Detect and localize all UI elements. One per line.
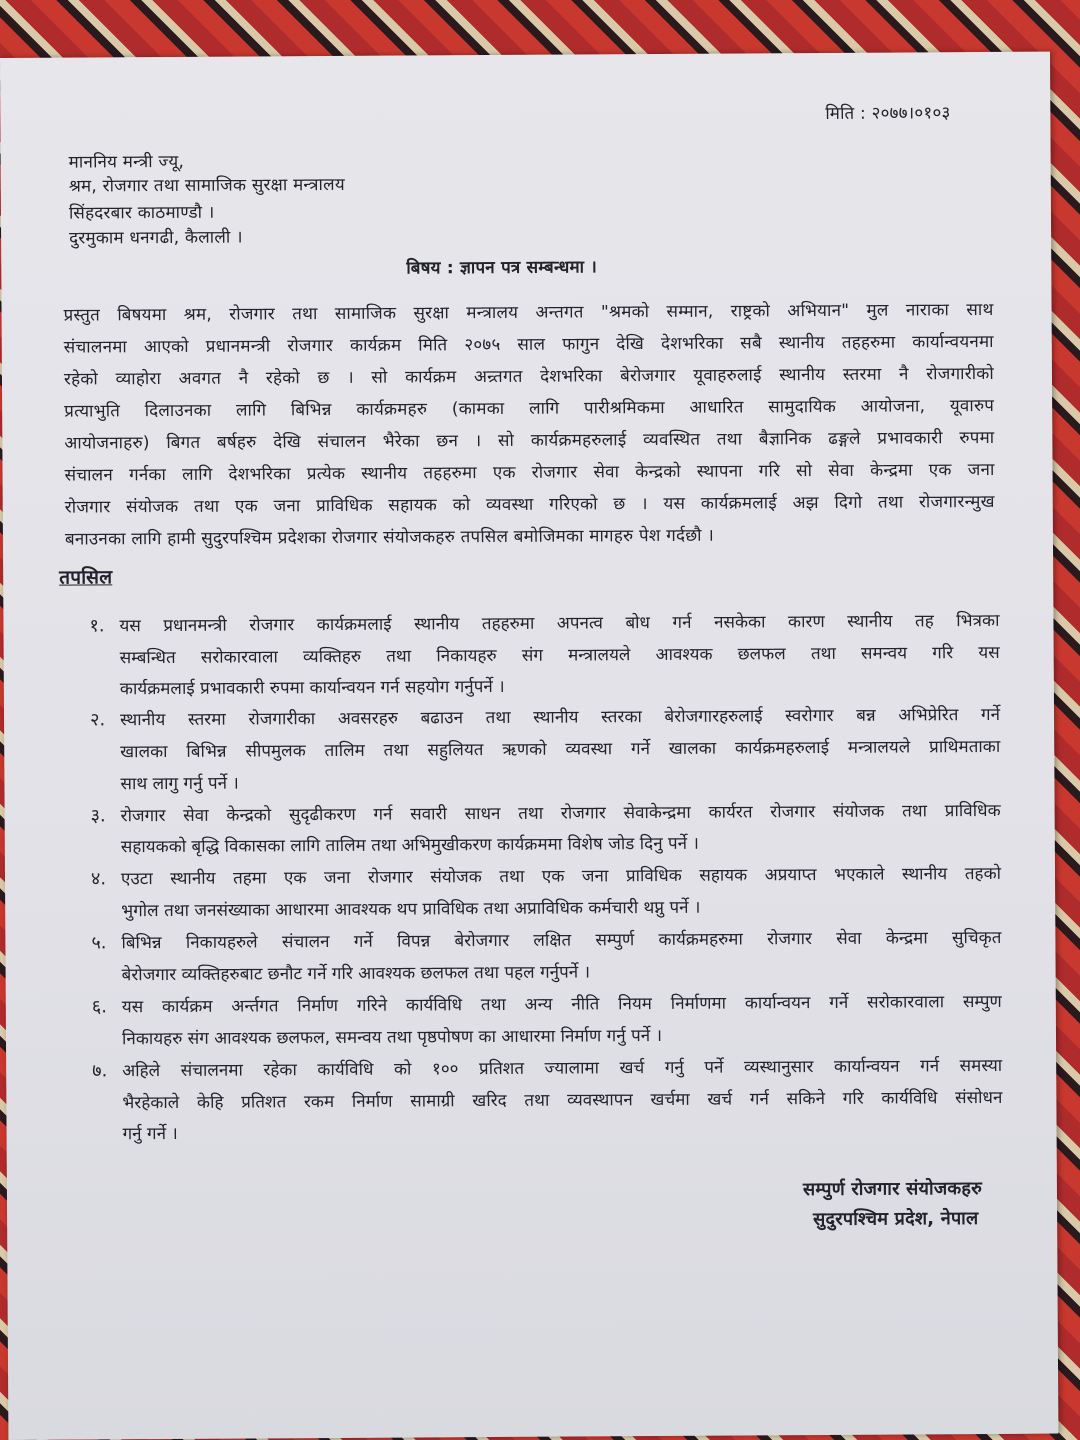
item-number: २. <box>89 709 106 731</box>
paragraph-line: संचालनमा आएको प्रधानमन्त्री रोजगार कार्यक्रम मिति २०७५ साल फागुन देखि देशभरिका सबै स्थानीय तहहरुमा कार्यान्वयनमा <box>63 331 994 358</box>
item-line: सम्बन्धित सरोकारवाला व्यक्तिहरु तथा निकायहरु संग मन्त्रालयले आवश्यक छलफल तथा समन्वय गरि यस <box>119 642 1000 669</box>
paragraph-line: प्रस्तुत बिषयमा श्रम, रोजगार तथा सामाजिक सुरक्षा मन्त्रालय अन्तगत "श्रमको सम्मान, राष्ट्रको अभियान" मुल नाराका साथ <box>63 299 994 326</box>
item-line: एउटा स्थानीय तहमा एक जना रोजगार संयोजक तथा एक जना प्राविधिक सहायक अप्रयाप्त भएकाले स्थानीय तहको <box>120 863 1002 890</box>
item-number: ६. <box>91 996 107 1018</box>
letter-subject: बिषय : ज्ञापन पत्र सम्बन्धमा । <box>406 257 598 279</box>
item-line: गर्नु गर्ने । <box>122 1123 178 1145</box>
item-number: ७. <box>92 1060 108 1082</box>
item-number: १. <box>89 615 105 637</box>
paragraph-line: रोजगार संयोजक तथा एक जना प्राविधिक सहायक को व्यवस्था गरिएको छ । यस कार्यक्रमलाई अझ दिगो तथा रोजगारन्मुख <box>64 491 995 518</box>
item-line: यस कार्यक्रम अर्न्तगत निर्माण गरिने कार्यविधि तथा अन्य नीति नियम निर्माणमा कार्यान्वयन गर्ने सरोकारवाला सम्पुण <box>121 991 1002 1018</box>
item-line: निकायहरु संग आवश्यक छलफल, समन्वय तथा पृष्ठपोषण का आधारमा निर्माण गर्नु पर्ने । <box>121 1025 663 1050</box>
item-line: बिभिन्न निकायहरुले संचालन गर्ने विपन्न बेरोजगार लक्षित सम्पुर्ण कार्यक्रमहरुमा रोजगार सेवा केन्द्रमा सुचिकृत <box>121 927 1002 954</box>
tapasil-heading: तपसिल <box>59 566 113 589</box>
item-number: ५. <box>91 932 107 954</box>
recipient-line: श्रम, रोजगार तथा सामाजिक सुरक्षा मन्त्रालय <box>68 174 345 197</box>
item-number: ३. <box>90 805 106 827</box>
recipient-line: सिंहदरबार काठमाण्डौ । <box>68 202 215 224</box>
item-line: यस प्रधानमन्त्री रोजगार कार्यक्रमलाई स्थानीय तहहरुमा अपनत्व बोध गर्न नसकेका कारण स्थानीय तह भित्रका <box>119 610 1000 637</box>
item-line: कार्यक्रमलाई प्रभावकारी रुपमा कार्यान्वयन गर्न सहयोग गर्नुपर्ने । <box>119 676 505 700</box>
paragraph-line: संचालन गर्नका लागि देशभरिका प्रत्येक स्थानीय तहहरुमा एक रोजगार सेवा केन्द्रको स्थापना गरि सो सेवा केन्द्रमा एक जना <box>64 459 995 486</box>
item-line: अहिले संचालनमा रहेका कार्यविधि को १०० प्रतिशत ज्यालामा खर्च गर्नु पर्ने व्यस्थानुसार कार्यान्वयन गर्न समस्या <box>122 1055 1003 1082</box>
item-line: भैरहेकाले केहि प्रतिशत रकम निर्माण सामाग्री खरिद तथा व्यवस्थापन खर्चमा खर्च गर्न सकिने गरि कार्यविधि संसोधन <box>122 1087 1003 1114</box>
paragraph-line: रहेको व्याहोरा अवगत नै रहेको छ । सो कार्यक्रम अन्र्तगत देशभरिका बेरोजगार यूवाहरुलाई स्थानीय स्तरमा नै रोजगारीको <box>63 363 995 390</box>
item-line: स्थानीय स्तरमा रोजगारीका अवसरहरु बढाउन तथा स्थानीय स्तरका बेरोजगारहरुलाई स्वरोगार बन्न अभिप्रेरित गर्ने <box>119 704 1001 731</box>
item-line: सहायकको बृद्धि विकासका लागि तालिम तथा अभिमुखीकरण कार्यक्रममा विशेष जोड दिनु पर्ने । <box>120 833 700 858</box>
paragraph-line: बनाउनका लागि हामी सुदुरपश्चिम प्रदेशका रोजगार संयोजकहरु तपसिल बमोजिमका मागहरु पेश गर्दछौ । <box>64 525 715 550</box>
recipient-line: माननिय मन्त्री ज्यू, <box>68 151 185 173</box>
item-line: भुगोल तथा जनसंख्याका आधारमा आवश्यक थप प्राविधिक तथा अप्राविधिक कर्मचारी थप्नु पर्ने । <box>121 897 701 922</box>
recipient-line: दुरमुकाम धनगढी, कैलाली । <box>69 227 243 249</box>
item-line: साथ लागु गर्नु पर्ने । <box>120 773 239 795</box>
signature-line: सम्पुर्ण रोजगार संयोजकहरु <box>802 1178 983 1201</box>
signature-line: सुदुरपश्चिम प्रदेश, नेपाल <box>813 1208 979 1231</box>
paragraph-line: प्रत्याभुति दिलाउनका लागि बिभिन्न कार्यक्रमहरु (कामका लागि पारीश्रमिकमा आधारित सामुदायिक आयोजना, यूवारुप <box>64 395 995 422</box>
letter-date: मिति : २०७७।०१०३ <box>825 103 951 124</box>
letter-page <box>0 52 1058 1440</box>
item-line: रोजगार सेवा केन्द्रको सुदृढीकरण गर्न सवारी साधन तथा रोजगार सेवाकेन्द्रमा कार्यरत रोजगार संयोजक तथा प्राविधिक <box>120 800 1001 827</box>
item-line: बेरोजगार व्यक्तिहरुबाट छनौट गर्ने गरि आवश्यक छलफल तथा पहल गर्नुपर्ने । <box>121 962 591 986</box>
item-number: ४. <box>90 868 107 890</box>
item-line: खालका बिभिन्न सीपमुलक तालिम तथा सहुलियत ऋणको व्यवस्था गर्ने खालका कार्यक्रमहरुलाई मन्त्रालयले प्राथिमताका <box>120 736 1001 763</box>
paragraph-line: आयोजनाहरु) बिगत बर्षहरु देखि संचालन भैरेका छन । सो कार्यक्रमहरुलाई व्यवस्थित तथा बैज्ञानिक ढङ्गले प्रभावकारी रुपमा <box>64 427 995 454</box>
